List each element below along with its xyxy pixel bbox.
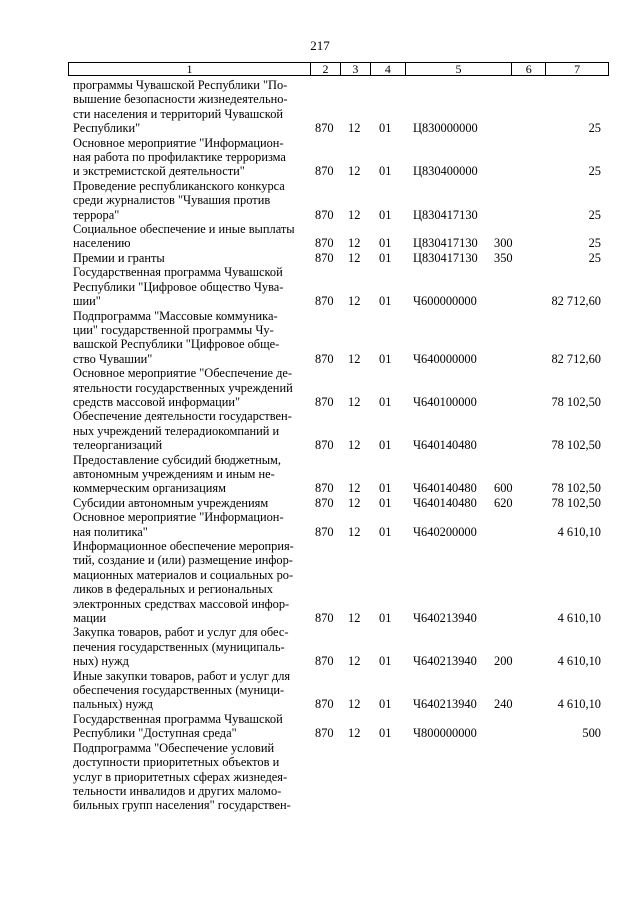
row-column-6-value: 200	[494, 654, 513, 669]
row-description: Иные закупки товаров, работ и услуг для обеспечения государственных (муници- пальных) нужд	[73, 668, 291, 712]
row-column-2-value: 870	[315, 697, 334, 712]
row-column-5-value: Ч640200000	[413, 524, 477, 539]
row-column-2-value: 870	[315, 524, 334, 539]
table-row	[73, 366, 601, 409]
row-column-3-value: 12	[348, 481, 361, 496]
row-column-2-value: 870	[315, 611, 334, 626]
column-header-6: 6	[511, 63, 545, 75]
row-column-5-value: Ч640000000	[413, 351, 477, 366]
row-column-5-value: Ч640100000	[413, 394, 477, 409]
row-column-2-value: 870	[315, 294, 334, 309]
row-description: Основное мероприятие "Информацион- ная работа по профилактике терроризма и экстремистской деятельности"	[73, 135, 286, 179]
table-row	[73, 539, 601, 625]
row-column-5-value: Ч640213940	[413, 697, 477, 712]
row-column-3-value: 12	[348, 121, 361, 136]
row-description: Социальное обеспечение и иные выплаты населению	[73, 222, 295, 251]
row-column-2-value: 870	[315, 726, 334, 741]
row-column-5-value: Ц830417130	[413, 236, 478, 251]
row-column-3-value: 12	[348, 697, 361, 712]
column-header-2: 2	[310, 63, 340, 75]
row-column-4-value: 01	[379, 438, 392, 453]
row-column-7-value: 4 610,10	[557, 654, 601, 669]
row-column-5-value: Ч800000000	[413, 726, 477, 741]
row-column-7-value: 25	[588, 250, 601, 265]
table-row	[73, 78, 601, 136]
row-column-3-value: 12	[348, 164, 361, 179]
row-column-6-value: 600	[494, 481, 513, 496]
row-column-5-value: Ц830417130	[413, 250, 478, 265]
row-description: Предоставление субсидий бюджетным, автономным учреждениям и иным не- коммерческим организациям	[73, 452, 281, 496]
row-column-6-value: 300	[494, 236, 513, 251]
row-column-2-value: 870	[315, 481, 334, 496]
table-row	[73, 669, 601, 712]
row-column-5-value: Ц830400000	[413, 164, 478, 179]
row-column-4-value: 01	[379, 394, 392, 409]
row-description: Премии и гранты	[73, 250, 165, 265]
row-column-2-value: 870	[315, 394, 334, 409]
row-column-7-value: 78 102,50	[551, 481, 601, 496]
row-column-4-value: 01	[379, 121, 392, 136]
row-column-4-value: 01	[379, 294, 392, 309]
row-column-2-value: 870	[315, 164, 334, 179]
row-column-7-value: 25	[588, 121, 601, 136]
row-column-3-value: 12	[348, 394, 361, 409]
row-column-5-value: Ч640213940	[413, 654, 477, 669]
table-row	[73, 453, 601, 496]
column-header-1: 1	[186, 62, 193, 76]
row-description: Закупка товаров, работ и услуг для обес- печения государственных (муниципаль- ных) нужд	[73, 625, 289, 669]
column-header-7: 7	[545, 63, 608, 75]
row-column-2-value: 870	[315, 495, 334, 510]
row-description: Государственная программа Чувашской Республики "Доступная среда"	[73, 711, 283, 741]
table-row	[73, 741, 601, 813]
row-column-3-value: 12	[348, 495, 361, 510]
row-description: Информационное обеспечение мероприя- тий, создание и (или) размещение инфор- мационных материалов и социальных ро- ликов в федеральных и региональных электронных средствах массовой инфор- мации	[73, 539, 294, 626]
row-column-2-value: 870	[315, 351, 334, 366]
row-column-5-value: Ч600000000	[413, 294, 477, 309]
row-column-4-value: 01	[379, 726, 392, 741]
table-row	[73, 496, 601, 510]
row-column-4-value: 01	[379, 481, 392, 496]
row-description: Основное мероприятие "Информацион- ная политика"	[73, 510, 284, 539]
row-column-7-value: 500	[582, 726, 601, 741]
column-header-5: 5	[405, 63, 512, 75]
row-column-2-value: 870	[315, 654, 334, 669]
row-column-3-value: 12	[348, 654, 361, 669]
row-column-7-value: 78 102,50	[551, 495, 601, 510]
row-column-3-value: 12	[348, 524, 361, 539]
row-column-7-value: 4 610,10	[557, 611, 601, 626]
row-column-2-value: 870	[315, 236, 334, 251]
row-column-4-value: 01	[379, 351, 392, 366]
row-column-3-value: 12	[348, 236, 361, 251]
table-row	[73, 712, 601, 741]
row-column-6-value: 620	[494, 495, 513, 510]
table-row	[73, 409, 601, 452]
row-column-7-value: 78 102,50	[551, 438, 601, 453]
row-column-7-value: 82 712,60	[551, 294, 601, 309]
row-column-5-value: Ч640213940	[413, 611, 477, 626]
row-column-3-value: 12	[348, 207, 361, 222]
page-number: 217	[310, 38, 330, 53]
row-column-3-value: 12	[348, 726, 361, 741]
row-column-3-value: 12	[348, 438, 361, 453]
table-row	[73, 179, 601, 222]
table-row	[73, 309, 601, 367]
row-column-4-value: 01	[379, 250, 392, 265]
row-column-4-value: 01	[379, 495, 392, 510]
row-column-4-value: 01	[379, 697, 392, 712]
row-description: Подпрограмма "Массовые коммуника- ции" государственной программы Чу- вашской Республики "Цифровое обще- ство Чувашии"	[73, 308, 280, 366]
row-description: Субсидии автономным учреждениям	[73, 495, 269, 510]
row-column-4-value: 01	[379, 654, 392, 669]
row-column-7-value: 82 712,60	[551, 351, 601, 366]
row-column-4-value: 01	[379, 236, 392, 251]
table-row	[73, 251, 601, 265]
row-column-4-value: 01	[379, 611, 392, 626]
row-column-4-value: 01	[379, 164, 392, 179]
table-row	[73, 625, 601, 668]
row-column-2-value: 870	[315, 207, 334, 222]
row-column-3-value: 12	[348, 294, 361, 309]
row-description: Проведение республиканского конкурса среди журналистов "Чувашия против террора"	[73, 178, 285, 222]
row-column-2-value: 870	[315, 438, 334, 453]
row-description: Государственная программа Чувашской Республики "Цифровое общество Чува- шии"	[73, 265, 284, 309]
table-row	[73, 222, 601, 251]
row-column-3-value: 12	[348, 611, 361, 626]
row-column-5-value: Ч640140480	[413, 438, 477, 453]
row-column-2-value: 870	[315, 250, 334, 265]
row-column-5-value: Ч640140480	[413, 481, 477, 496]
budget-table-body	[73, 78, 601, 813]
row-column-7-value: 78 102,50	[551, 394, 601, 409]
row-column-4-value: 01	[379, 524, 392, 539]
row-column-7-value: 25	[588, 207, 601, 222]
column-header-3: 3	[340, 63, 370, 75]
column-header-4: 4	[370, 63, 405, 75]
row-column-7-value: 4 610,10	[557, 524, 601, 539]
row-column-2-value: 870	[315, 121, 334, 136]
row-column-5-value: Ч640140480	[413, 495, 477, 510]
row-description: Подпрограмма "Обеспечение условий доступности приоритетных объектов и услуг в приоритетных сферах жизнедея- тельности инвалидов и других маломо- бильных групп населения" государствен-	[73, 740, 291, 813]
row-column-5-value: Ц830417130	[413, 207, 478, 222]
table-row	[73, 136, 601, 179]
row-column-7-value: 25	[588, 164, 601, 179]
table-row	[73, 510, 601, 539]
row-column-6-value: 350	[494, 250, 513, 265]
row-column-3-value: 12	[348, 250, 361, 265]
row-column-3-value: 12	[348, 351, 361, 366]
row-description: программы Чувашской Республики "По- вышение безопасности жизнедеятельно- сти населения и территорий Чувашской Республики"	[73, 78, 288, 136]
row-column-7-value: 4 610,10	[557, 697, 601, 712]
row-column-7-value: 25	[588, 236, 601, 251]
row-description: Обеспечение деятельности государствен- ных учреждений телерадиокомпаний и телеорганизаций	[73, 409, 292, 453]
table-row	[73, 265, 601, 308]
row-column-5-value: Ц830000000	[413, 121, 478, 136]
row-column-6-value: 240	[494, 697, 513, 712]
table-header	[68, 62, 609, 76]
row-column-4-value: 01	[379, 207, 392, 222]
row-description: Основное мероприятие "Обеспечение де- ятельности государственных учреждений средств массовой информации"	[73, 366, 293, 409]
